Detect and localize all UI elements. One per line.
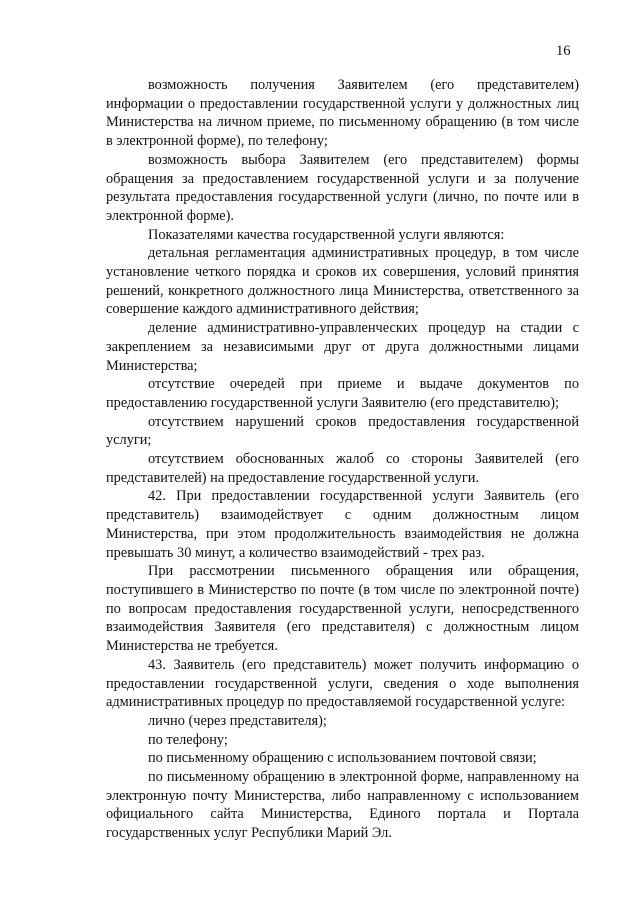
list-item-postal: по письменному обращению с использованием почтовой связи; bbox=[148, 750, 537, 767]
list-item-electronic: по письменному обращению в электронной форме, направленному на электронную почту Министерства, либо направленному с использованием официального сайта Министерства, Единого портала и Портала государственных услуг Республики Марий Эл. bbox=[106, 769, 579, 842]
paragraph-item-43: 43. Заявитель (его представитель) может получить информацию о предоставлении государственной услуги, сведения о ходе выполнения административных процедур по предоставляемой государственной услуге: bbox=[106, 656, 579, 711]
page-number: 16 bbox=[556, 43, 571, 59]
paragraph-no-complaints: отсутствием обоснованных жалоб со стороны Заявителей (его представителей) на предоставление государственной услуги. bbox=[106, 451, 579, 486]
paragraph-written-request: При рассмотрении письменного обращения или обращения, поступившего в Министерство по почте (в том числе по электронной почте) по вопросам предоставления государственной услуги, непосредственного взаимодействия Заявителя (его представителя) с должностным лицом Министерства не требуется. bbox=[106, 563, 579, 655]
paragraph-detailed-regulation: детальная регламентация административных процедур, в том числе установление четкого порядка и сроков их совершения, условий принятия решений, конкретного должностного лица Министерства, ответственного за совершение каждого административного действия; bbox=[106, 245, 579, 318]
list-item-in-person: лично (через представителя); bbox=[148, 712, 327, 729]
paragraph-form-choice: возможность выбора Заявителем (его представителем) формы обращения за предоставлением государственной услуги и за получение результата предоставления государственной услуги (лично, по почте или в электронной форме). bbox=[106, 151, 579, 224]
paragraph-info-access: возможность получения Заявителем (его представителем) информации о предоставлении государственной услуги у должностных лиц Министерства на личном приеме, по письменному обращению (в том числе в электронной форме), по телефону; bbox=[106, 77, 579, 150]
paragraph-item-42: 42. При предоставлении государственной услуги Заявитель (его представитель) взаимодействует с одним должностным лицом Министерства, при этом продолжительность взаимодействия не должна превышать 30 минут, а количество взаимодействий - трех раз. bbox=[106, 488, 579, 561]
paragraph-no-deadline-violations: отсутствием нарушений сроков предоставления государственной услуги; bbox=[106, 413, 579, 449]
document-body bbox=[106, 76, 579, 843]
paragraph-no-queues: отсутствие очередей при приеме и выдаче документов по предоставлению государственной услуги Заявителю (его представителю); bbox=[106, 376, 579, 411]
paragraph-procedure-division: деление административно-управленческих процедур на стадии с закреплением за независимыми друг от друга должностными лицами Министерства; bbox=[106, 320, 579, 374]
list-item-phone: по телефону; bbox=[148, 731, 228, 748]
paragraph-quality-heading: Показателями качества государственной услуги являются: bbox=[148, 226, 505, 243]
